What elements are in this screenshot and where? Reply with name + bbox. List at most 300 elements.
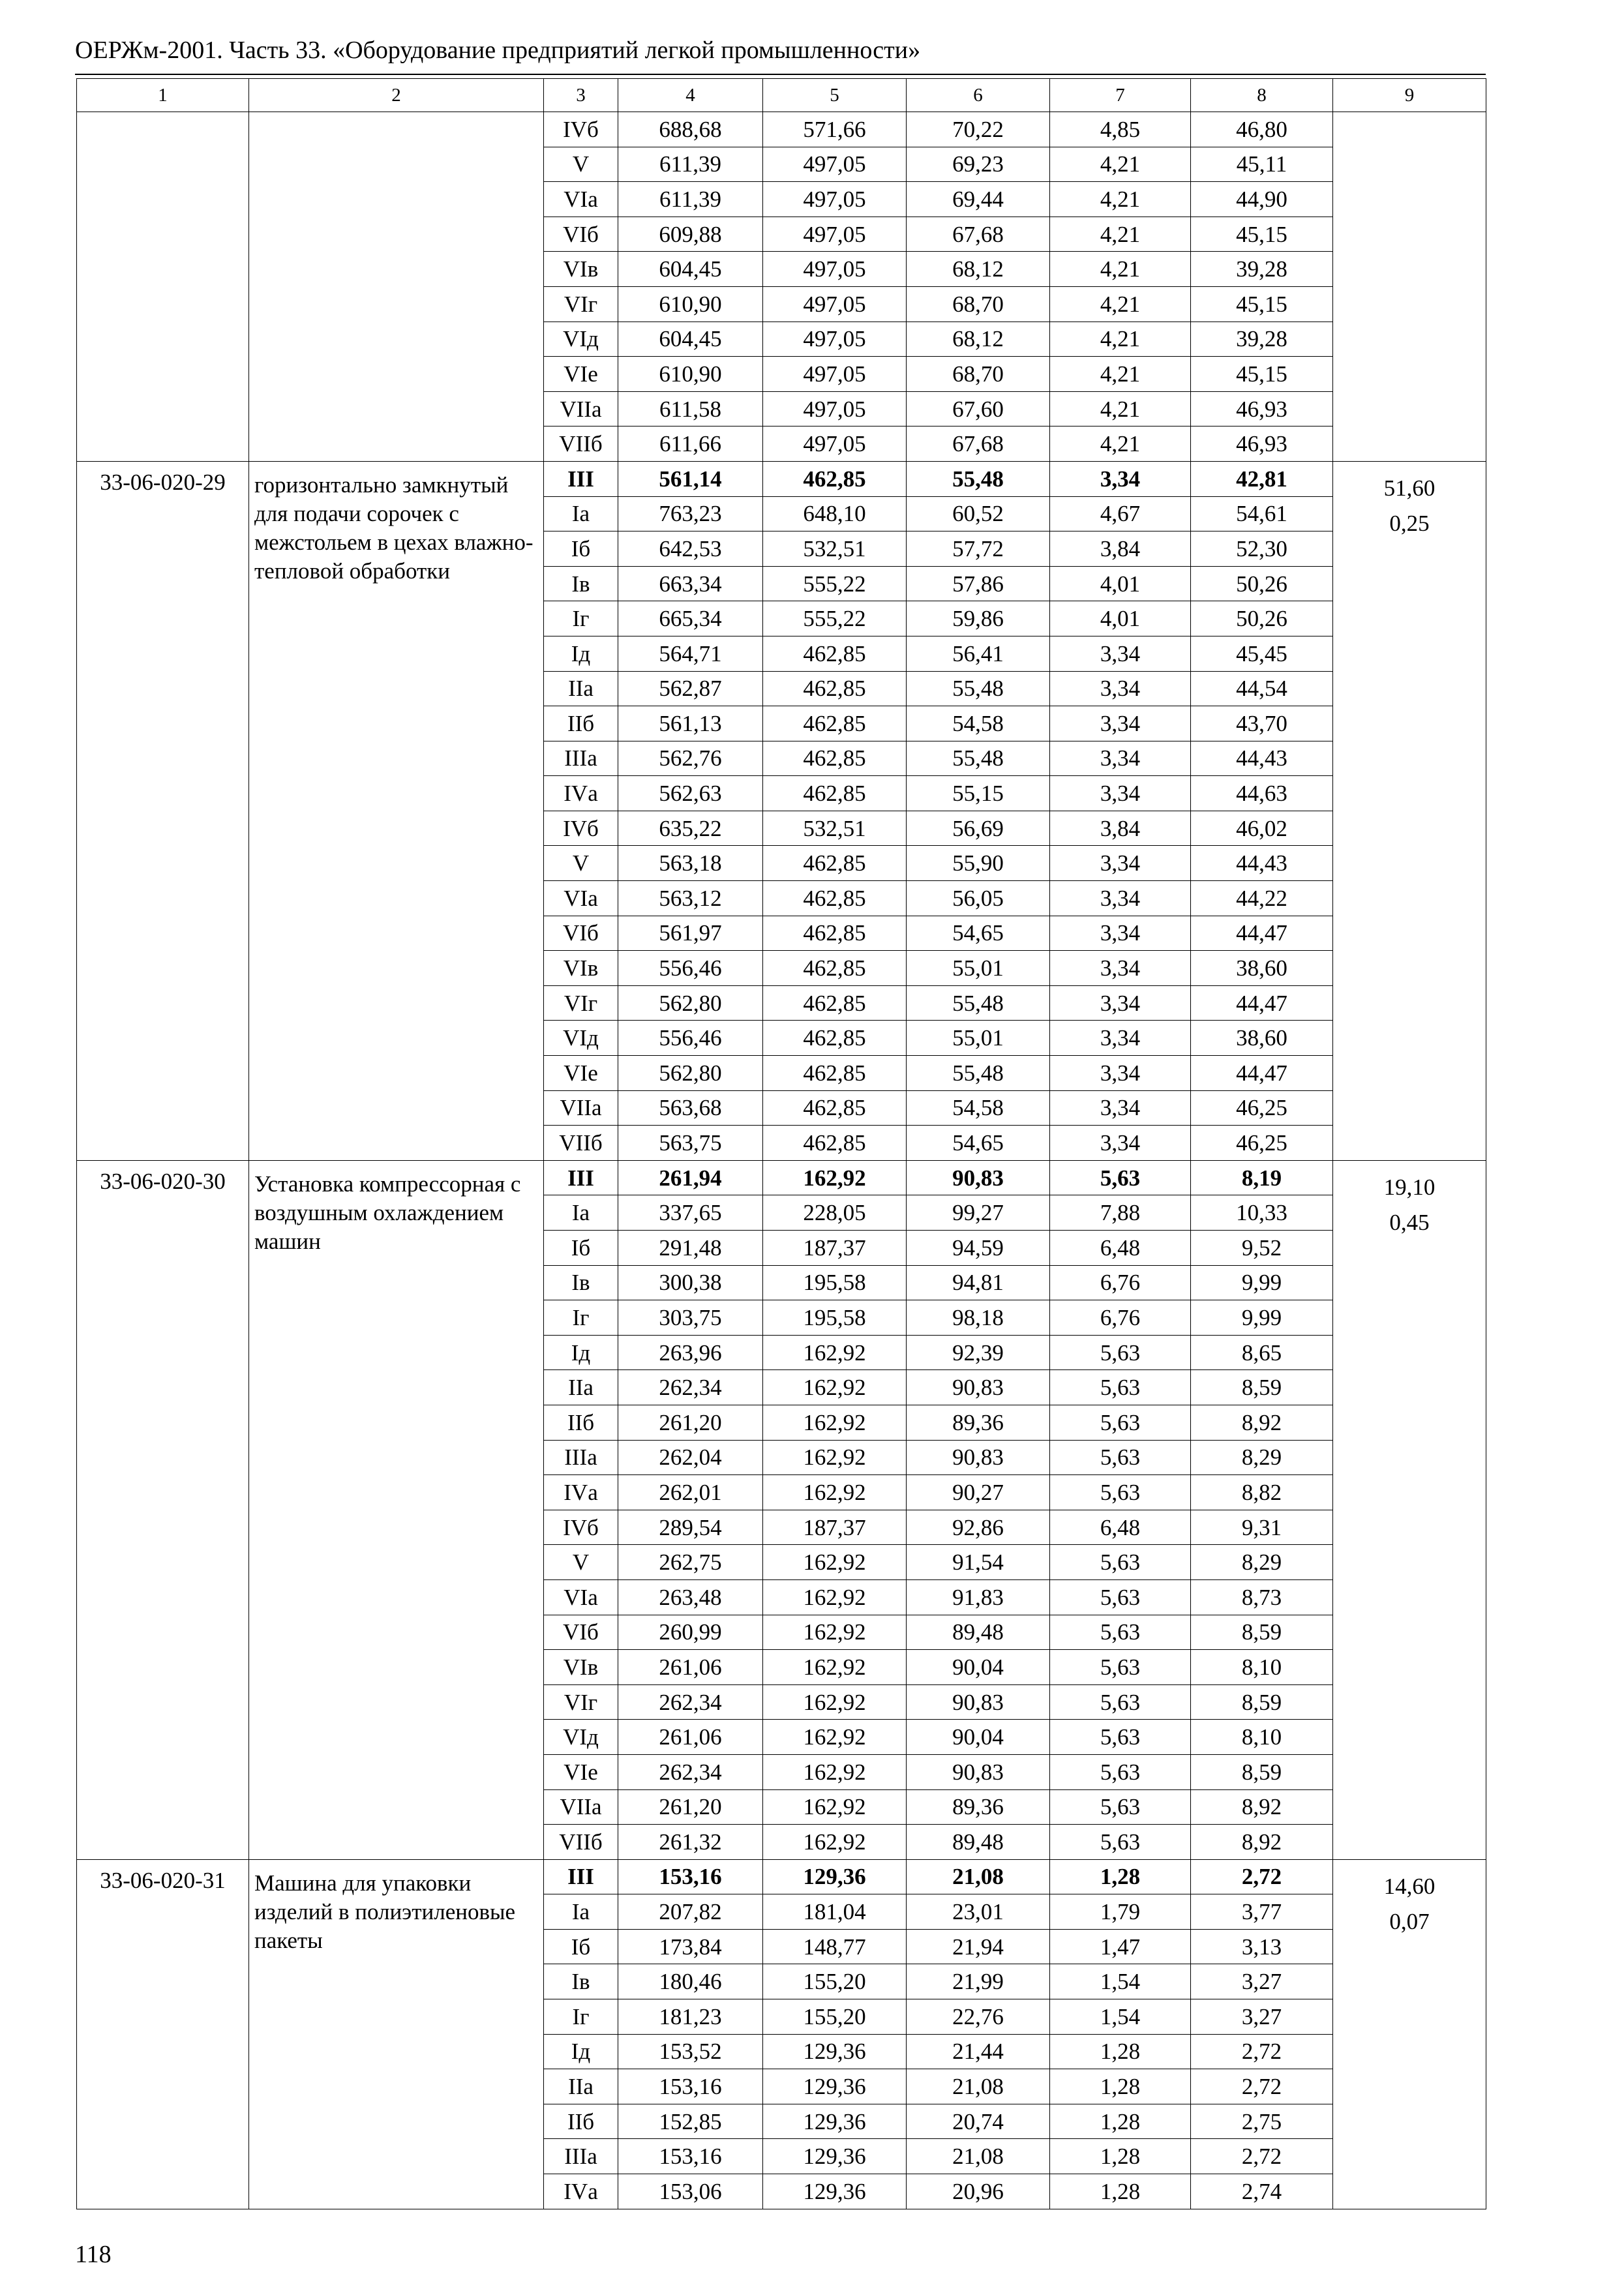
machinist-salary: 3,34	[1050, 776, 1191, 811]
machine-cost: 68,70	[907, 286, 1050, 322]
materials-cost: 3,27	[1191, 1999, 1333, 2035]
machine-cost: 90,83	[907, 1370, 1050, 1405]
total-cost: 611,66	[618, 426, 763, 462]
materials-cost: 44,22	[1191, 881, 1333, 916]
total-cost: 153,52	[618, 2034, 763, 2069]
machinist-salary: 3,34	[1050, 881, 1191, 916]
machinist-salary: 1,47	[1050, 1929, 1191, 1964]
materials-cost: 8,92	[1191, 1789, 1333, 1825]
total-cost: 556,46	[618, 951, 763, 986]
total-cost: 611,39	[618, 147, 763, 182]
machinist-salary: 4,21	[1050, 147, 1191, 182]
salary-cost: 162,92	[763, 1615, 907, 1650]
region-code: VIа	[544, 182, 618, 217]
materials-cost: 8,59	[1191, 1370, 1333, 1405]
total-cost: 665,34	[618, 601, 763, 636]
salary-cost: 162,92	[763, 1579, 907, 1615]
salary-cost: 228,05	[763, 1195, 907, 1231]
machinist-salary: 5,63	[1050, 1440, 1191, 1475]
machine-cost: 90,83	[907, 1440, 1050, 1475]
table-row	[77, 1160, 1486, 1195]
machine-cost: 55,48	[907, 461, 1050, 496]
materials-cost: 8,59	[1191, 1615, 1333, 1650]
machinist-salary: 3,34	[1050, 916, 1191, 951]
name-cell-empty	[249, 112, 544, 462]
machinist-salary: 5,63	[1050, 1789, 1191, 1825]
region-code: IVб	[544, 811, 618, 846]
salary-cost: 462,85	[763, 916, 907, 951]
machine-cost: 56,41	[907, 636, 1050, 671]
region-code: III	[544, 1859, 618, 1894]
region-code: Iд	[544, 1335, 618, 1370]
machine-cost: 89,36	[907, 1789, 1050, 1825]
total-cost: 563,12	[618, 881, 763, 916]
materials-cost: 46,80	[1191, 112, 1333, 147]
column-number: 4	[618, 79, 763, 112]
total-cost: 562,80	[618, 985, 763, 1021]
machine-cost: 54,65	[907, 916, 1050, 951]
machinist-salary: 5,63	[1050, 1475, 1191, 1510]
machine-cost: 21,94	[907, 1929, 1050, 1964]
table-body	[77, 79, 1486, 2209]
rates-table	[76, 78, 1486, 2209]
machine-cost: 55,48	[907, 1056, 1050, 1091]
total-cost: 642,53	[618, 531, 763, 567]
materials-cost: 3,13	[1191, 1929, 1333, 1964]
salary-cost: 129,36	[763, 1859, 907, 1894]
salary-cost: 497,05	[763, 426, 907, 462]
salary-cost: 129,36	[763, 2174, 907, 2209]
machine-cost: 94,81	[907, 1265, 1050, 1300]
salary-cost: 462,85	[763, 1056, 907, 1091]
materials-cost: 8,10	[1191, 1720, 1333, 1755]
materials-cost: 44,54	[1191, 671, 1333, 706]
salary-cost: 162,92	[763, 1335, 907, 1370]
region-code: IVа	[544, 2174, 618, 2209]
salary-cost: 195,58	[763, 1300, 907, 1336]
machinist-salary: 1,28	[1050, 2034, 1191, 2069]
machine-cost: 90,04	[907, 1650, 1050, 1685]
materials-cost: 44,43	[1191, 741, 1333, 776]
machine-cost: 70,22	[907, 112, 1050, 147]
item-name: Установка компрессорная с воздушным охлаждением машин	[249, 1160, 544, 1859]
machinist-salary: 5,63	[1050, 1754, 1191, 1789]
machine-cost: 67,68	[907, 426, 1050, 462]
region-code: Iд	[544, 2034, 618, 2069]
materials-cost: 8,29	[1191, 1545, 1333, 1580]
salary-cost: 532,51	[763, 531, 907, 567]
materials-cost: 39,28	[1191, 322, 1333, 357]
item-name: горизонтально замкнутый для подачи сорочек с межстольем в цехах влажно-тепловой обработки	[249, 461, 544, 1160]
machine-cost: 20,74	[907, 2104, 1050, 2139]
salary-cost: 571,66	[763, 112, 907, 147]
total-cost: 261,20	[618, 1789, 763, 1825]
machinist-salary: 3,34	[1050, 1126, 1191, 1161]
materials-cost: 8,10	[1191, 1650, 1333, 1685]
machine-cost: 55,01	[907, 951, 1050, 986]
region-code: Iв	[544, 1265, 618, 1300]
region-code: Iг	[544, 1999, 618, 2035]
salary-cost: 462,85	[763, 776, 907, 811]
machinist-salary: 1,79	[1050, 1894, 1191, 1930]
salary-cost: 462,85	[763, 881, 907, 916]
salary-cost: 162,92	[763, 1650, 907, 1685]
region-code: VIг	[544, 286, 618, 322]
machine-cost: 68,12	[907, 322, 1050, 357]
machinist-salary: 6,48	[1050, 1510, 1191, 1545]
total-cost: 263,96	[618, 1335, 763, 1370]
machinist-salary: 1,28	[1050, 2069, 1191, 2104]
total-cost: 562,76	[618, 741, 763, 776]
materials-cost: 2,72	[1191, 2034, 1333, 2069]
machine-cost: 55,48	[907, 985, 1050, 1021]
materials-cost: 8,59	[1191, 1754, 1333, 1789]
total-cost: 556,46	[618, 1021, 763, 1056]
machinist-salary: 4,21	[1050, 182, 1191, 217]
machinist-salary: 1,28	[1050, 2139, 1191, 2174]
total-cost: 261,94	[618, 1160, 763, 1195]
machine-cost: 99,27	[907, 1195, 1050, 1231]
machine-cost: 94,59	[907, 1231, 1050, 1266]
salary-cost: 162,92	[763, 1370, 907, 1405]
machine-cost: 90,27	[907, 1475, 1050, 1510]
machine-cost: 69,44	[907, 182, 1050, 217]
total-cost: 260,99	[618, 1615, 763, 1650]
table-row	[77, 461, 1486, 496]
total-cost: 261,20	[618, 1405, 763, 1440]
salary-cost: 555,22	[763, 566, 907, 601]
materials-cost: 52,30	[1191, 531, 1333, 567]
region-code: IIа	[544, 671, 618, 706]
machinist-salary: 1,54	[1050, 1964, 1191, 1999]
region-code: IIIа	[544, 741, 618, 776]
machine-cost: 67,60	[907, 391, 1050, 426]
salary-cost: 497,05	[763, 286, 907, 322]
machine-cost: 55,48	[907, 741, 1050, 776]
item-code: 33-06-020-29	[77, 461, 249, 1160]
machinist-salary: 3,34	[1050, 846, 1191, 881]
total-cost: 153,16	[618, 1859, 763, 1894]
region-code: VIа	[544, 881, 618, 916]
total-cost: 611,39	[618, 182, 763, 217]
salary-cost: 148,77	[763, 1929, 907, 1964]
total-cost: 611,58	[618, 391, 763, 426]
column-number: 5	[763, 79, 907, 112]
materials-cost: 2,74	[1191, 2174, 1333, 2209]
total-cost: 262,75	[618, 1545, 763, 1580]
total-cost: 262,34	[618, 1754, 763, 1789]
salary-cost: 162,92	[763, 1475, 907, 1510]
region-code: VIIб	[544, 426, 618, 462]
machinist-salary: 5,63	[1050, 1720, 1191, 1755]
machinist-salary: 3,34	[1050, 1021, 1191, 1056]
materials-cost: 3,27	[1191, 1964, 1333, 1999]
total-cost: 263,48	[618, 1579, 763, 1615]
machine-cost: 21,08	[907, 2139, 1050, 2174]
machine-cost: 21,08	[907, 1859, 1050, 1894]
region-code: Iб	[544, 1929, 618, 1964]
machine-cost: 59,86	[907, 601, 1050, 636]
machine-cost: 90,83	[907, 1684, 1050, 1720]
machine-cost: 54,65	[907, 1126, 1050, 1161]
region-code: IVа	[544, 776, 618, 811]
extra-values-cell	[1333, 1859, 1486, 2209]
machinist-salary: 4,21	[1050, 357, 1191, 392]
table-row	[77, 112, 1486, 147]
region-code: VIе	[544, 1754, 618, 1789]
total-cost: 610,90	[618, 357, 763, 392]
machinist-salary: 4,21	[1050, 391, 1191, 426]
materials-cost: 42,81	[1191, 461, 1333, 496]
header-rule	[75, 74, 1486, 75]
salary-cost: 181,04	[763, 1894, 907, 1930]
materials-cost: 45,15	[1191, 286, 1333, 322]
machine-cost: 69,23	[907, 147, 1050, 182]
total-cost: 663,34	[618, 566, 763, 601]
column-number: 9	[1333, 79, 1486, 112]
materials-mass: 0,25	[1389, 511, 1430, 537]
salary-cost: 462,85	[763, 951, 907, 986]
region-code: Iб	[544, 1231, 618, 1266]
total-cost: 562,87	[618, 671, 763, 706]
machine-cost: 89,36	[907, 1405, 1050, 1440]
materials-cost: 44,43	[1191, 846, 1333, 881]
salary-cost: 162,92	[763, 1684, 907, 1720]
region-code: Iб	[544, 531, 618, 567]
total-cost: 688,68	[618, 112, 763, 147]
materials-cost: 46,02	[1191, 811, 1333, 846]
machinist-salary: 5,63	[1050, 1684, 1191, 1720]
total-cost: 561,13	[618, 706, 763, 741]
total-cost: 337,65	[618, 1195, 763, 1231]
materials-cost: 8,92	[1191, 1405, 1333, 1440]
region-code: Iд	[544, 636, 618, 671]
machinist-salary: 4,67	[1050, 496, 1191, 531]
machinist-salary: 5,63	[1050, 1825, 1191, 1860]
materials-cost: 50,26	[1191, 601, 1333, 636]
salary-cost: 129,36	[763, 2034, 907, 2069]
region-code: VIг	[544, 985, 618, 1021]
materials-cost: 46,25	[1191, 1090, 1333, 1126]
salary-cost: 497,05	[763, 252, 907, 287]
salary-cost: 462,85	[763, 706, 907, 741]
salary-cost: 462,85	[763, 846, 907, 881]
machinist-salary: 1,28	[1050, 2174, 1191, 2209]
region-code: VIе	[544, 357, 618, 392]
region-code: Iв	[544, 1964, 618, 1999]
salary-cost: 497,05	[763, 182, 907, 217]
total-cost: 262,01	[618, 1475, 763, 1510]
machinist-salary: 6,48	[1050, 1231, 1191, 1266]
machine-cost: 90,83	[907, 1160, 1050, 1195]
salary-cost: 155,20	[763, 1964, 907, 1999]
region-code: VIIб	[544, 1825, 618, 1860]
total-cost: 152,85	[618, 2104, 763, 2139]
region-code: IVа	[544, 1475, 618, 1510]
salary-cost: 462,85	[763, 741, 907, 776]
total-cost: 604,45	[618, 322, 763, 357]
salary-cost: 462,85	[763, 461, 907, 496]
salary-cost: 532,51	[763, 811, 907, 846]
region-code: Iа	[544, 1195, 618, 1231]
region-code: V	[544, 846, 618, 881]
machine-cost: 90,04	[907, 1720, 1050, 1755]
machine-cost: 54,58	[907, 706, 1050, 741]
total-cost: 563,68	[618, 1090, 763, 1126]
salary-cost: 162,92	[763, 1754, 907, 1789]
region-code: IVб	[544, 112, 618, 147]
materials-cost: 2,72	[1191, 2069, 1333, 2104]
materials-cost: 44,47	[1191, 916, 1333, 951]
machinist-salary: 3,34	[1050, 1090, 1191, 1126]
machinist-salary: 3,84	[1050, 531, 1191, 567]
salary-cost: 497,05	[763, 147, 907, 182]
machine-cost: 89,48	[907, 1615, 1050, 1650]
equipment-mass: 51,60	[1383, 475, 1436, 501]
materials-cost: 8,19	[1191, 1160, 1333, 1195]
materials-cost: 44,90	[1191, 182, 1333, 217]
machinist-salary: 3,34	[1050, 741, 1191, 776]
materials-cost: 38,60	[1191, 951, 1333, 986]
region-code: VIб	[544, 217, 618, 252]
region-code: V	[544, 1545, 618, 1580]
machine-cost: 55,01	[907, 1021, 1050, 1056]
salary-cost: 162,92	[763, 1789, 907, 1825]
materials-mass: 0,45	[1389, 1210, 1430, 1236]
machine-cost: 54,58	[907, 1090, 1050, 1126]
machine-cost: 98,18	[907, 1300, 1050, 1336]
region-code: Iа	[544, 496, 618, 531]
machine-cost: 21,99	[907, 1964, 1050, 1999]
total-cost: 300,38	[618, 1265, 763, 1300]
machinist-salary: 4,01	[1050, 566, 1191, 601]
machine-cost: 56,69	[907, 811, 1050, 846]
machinist-salary: 5,63	[1050, 1579, 1191, 1615]
total-cost: 181,23	[618, 1999, 763, 2035]
total-cost: 207,82	[618, 1894, 763, 1930]
total-cost: 261,06	[618, 1720, 763, 1755]
machinist-salary: 3,34	[1050, 951, 1191, 986]
item-code: 33-06-020-30	[77, 1160, 249, 1859]
machinist-salary: 3,34	[1050, 1056, 1191, 1091]
machinist-salary: 1,28	[1050, 1859, 1191, 1894]
region-code: VIв	[544, 252, 618, 287]
region-code: Iв	[544, 566, 618, 601]
salary-cost: 162,92	[763, 1440, 907, 1475]
machine-cost: 67,68	[907, 217, 1050, 252]
column-number: 7	[1050, 79, 1191, 112]
machine-cost: 89,48	[907, 1825, 1050, 1860]
region-code: IIа	[544, 1370, 618, 1405]
machinist-salary: 3,34	[1050, 636, 1191, 671]
salary-cost: 462,85	[763, 1126, 907, 1161]
total-cost: 291,48	[618, 1231, 763, 1266]
materials-cost: 9,52	[1191, 1231, 1333, 1266]
materials-cost: 3,77	[1191, 1894, 1333, 1930]
total-cost: 562,80	[618, 1056, 763, 1091]
region-code: VIд	[544, 1021, 618, 1056]
materials-cost: 44,47	[1191, 985, 1333, 1021]
materials-cost: 8,59	[1191, 1684, 1333, 1720]
region-code: IVб	[544, 1510, 618, 1545]
salary-cost: 497,05	[763, 217, 907, 252]
salary-cost: 129,36	[763, 2069, 907, 2104]
machinist-salary: 5,63	[1050, 1405, 1191, 1440]
materials-cost: 45,15	[1191, 357, 1333, 392]
materials-cost: 43,70	[1191, 706, 1333, 741]
materials-cost: 45,11	[1191, 147, 1333, 182]
machine-cost: 22,76	[907, 1999, 1050, 2035]
page-header-title: ОЕРЖм-2001. Часть 33. «Оборудование предприятий легкой промышленности»	[75, 37, 921, 64]
total-cost: 561,14	[618, 461, 763, 496]
machinist-salary: 5,63	[1050, 1335, 1191, 1370]
machinist-salary: 6,76	[1050, 1265, 1191, 1300]
machinist-salary: 5,63	[1050, 1615, 1191, 1650]
total-cost: 609,88	[618, 217, 763, 252]
machine-cost: 68,70	[907, 357, 1050, 392]
total-cost: 262,34	[618, 1370, 763, 1405]
machine-cost: 55,15	[907, 776, 1050, 811]
machinist-salary: 6,76	[1050, 1300, 1191, 1336]
materials-cost: 50,26	[1191, 566, 1333, 601]
total-cost: 635,22	[618, 811, 763, 846]
machine-cost: 55,90	[907, 846, 1050, 881]
table-row	[77, 1859, 1486, 1894]
item-code: 33-06-020-31	[77, 1859, 249, 2209]
materials-cost: 8,29	[1191, 1440, 1333, 1475]
region-code: IIIа	[544, 2139, 618, 2174]
salary-cost: 497,05	[763, 357, 907, 392]
region-code: V	[544, 147, 618, 182]
machine-cost: 92,86	[907, 1510, 1050, 1545]
total-cost: 262,34	[618, 1684, 763, 1720]
machinist-salary: 5,63	[1050, 1545, 1191, 1580]
total-cost: 610,90	[618, 286, 763, 322]
column-number: 8	[1191, 79, 1333, 112]
machinist-salary: 3,34	[1050, 461, 1191, 496]
machinist-salary: 5,63	[1050, 1650, 1191, 1685]
materials-cost: 45,45	[1191, 636, 1333, 671]
materials-cost: 2,72	[1191, 1859, 1333, 1894]
machinist-salary: 4,21	[1050, 426, 1191, 462]
salary-cost: 497,05	[763, 322, 907, 357]
machinist-salary: 4,21	[1050, 322, 1191, 357]
region-code: IIб	[544, 706, 618, 741]
materials-cost: 9,99	[1191, 1265, 1333, 1300]
materials-cost: 45,15	[1191, 217, 1333, 252]
materials-cost: 8,73	[1191, 1579, 1333, 1615]
region-code: IIб	[544, 1405, 618, 1440]
machine-cost: 55,48	[907, 671, 1050, 706]
item-name: Машина для упаковки изделий в полиэтиленовые пакеты	[249, 1859, 544, 2209]
materials-cost: 44,47	[1191, 1056, 1333, 1091]
materials-mass: 0,07	[1389, 1908, 1430, 1934]
machine-cost: 21,44	[907, 2034, 1050, 2069]
region-code: VIа	[544, 1579, 618, 1615]
machinist-salary: 1,54	[1050, 1999, 1191, 2035]
materials-cost: 9,31	[1191, 1510, 1333, 1545]
materials-cost: 2,72	[1191, 2139, 1333, 2174]
column-number: 6	[907, 79, 1050, 112]
machinist-salary: 1,28	[1050, 2104, 1191, 2139]
machinist-salary: 4,21	[1050, 217, 1191, 252]
salary-cost: 162,92	[763, 1720, 907, 1755]
machine-cost: 92,39	[907, 1335, 1050, 1370]
materials-cost: 2,75	[1191, 2104, 1333, 2139]
region-code: VIд	[544, 322, 618, 357]
region-code: VIIб	[544, 1126, 618, 1161]
total-cost: 261,06	[618, 1650, 763, 1685]
